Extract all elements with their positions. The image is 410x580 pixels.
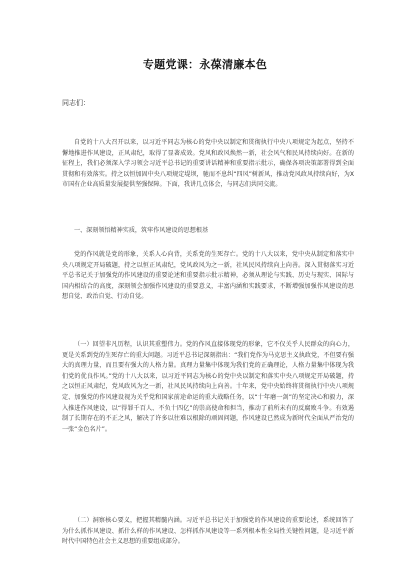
paragraph-intro: 自党的十八大召开以来，以习近平同志为核心的党中央以制定和贯彻执行中央八项规定为起点，坚持不懈地推进作风建设，正风肃纪，取得了显著成效。党风和政风焕然一新，社会风气和民风持续向好。在新的征程上，我们必须深入学习领会习近平总书记的重要讲话精神和重要指示批示，确保各项决策部署得到全面贯彻和有效落实。持之以恒加固中央八项规定堤坝，驰而不息纠“四风”树新风，推动党风政风持续向好，为Ⅹ市国有企业高质量发展提供坚强保障。下面，我讲几点体会，与同志们共同交流。: [62, 139, 354, 189]
document-title: 专题党课：永葆清廉本色: [142, 58, 268, 71]
section-heading: 一、深刻领悟精神实质，筑牢作风建设的思想根基: [74, 227, 209, 234]
salutation: 同志们：: [62, 99, 90, 107]
paragraph-section-body: 党的作风就是党的形象，关系人心向背，关系党的生死存亡。党的十八大以来，党中央从制定和落实中央八项规定开局破题，持之以恒正风肃纪，党风政风为之一新，社风民风持续向上向善。深入贯彻落实习近平总书记关于加强党的作风建设的重要论述和重要指示批示精神，必须从理论与实践、历史与现实、国际与国内相结合的高度，深刻领会加强作风建设的重要意义，丰富内涵和实践要求，不断增强加强作风建设的思想自觉、政治自觉、行动自觉。: [62, 251, 354, 301]
paragraph-subsection-1: （一）回望非凡历程，认识其重塑伟力。党的作风直接体现党的形象，它不仅关乎人民群众的向心力，更是关系到党的生死存亡的重大问题。习近平总书记深刻指出：“我们党作为马克思主义执政党，不但要有强大的真理力量，而且要有强大的人格力量。真理力量集中体现为我们党的正确理论，人格力量集中体现为我们党的优良作风。”党的十八大以来，以习近平同志为核心的党中央以制定和落实中央八项规定开局破题，持之以恒正风肃纪，党风政风为之一新，社风民风持续向上向善。十年来，党中央始终将贯彻执行中央八项规定、加强党的作风建设视为关乎党和国家前途命运的重大战略任务，以“十年磨一剑”的坚定决心和毅力，深入推进作风建设，以“得罪千百人、不负十四亿”的崇高使命和担当，推动了前所未有的反腐败斗争。有效遏制了长期存在的不正之风，解决了许多以往难以根除的顽固问题，作风建设已然成为新时代全面从严治党的一张“金色名片”。: [62, 341, 354, 433]
paragraph-subsection-2: （二）洞察核心要义，把握其精髓内涵。习近平总书记关于加强党的作风建设的重要论述，系统回答了为什么抓作风建设、抓什么样的作风建设、怎样抓作风建设等一系列根本性全局性关键性问题，是习近平新时代中国特色社会主义思想的重要组成部分。: [62, 517, 354, 546]
